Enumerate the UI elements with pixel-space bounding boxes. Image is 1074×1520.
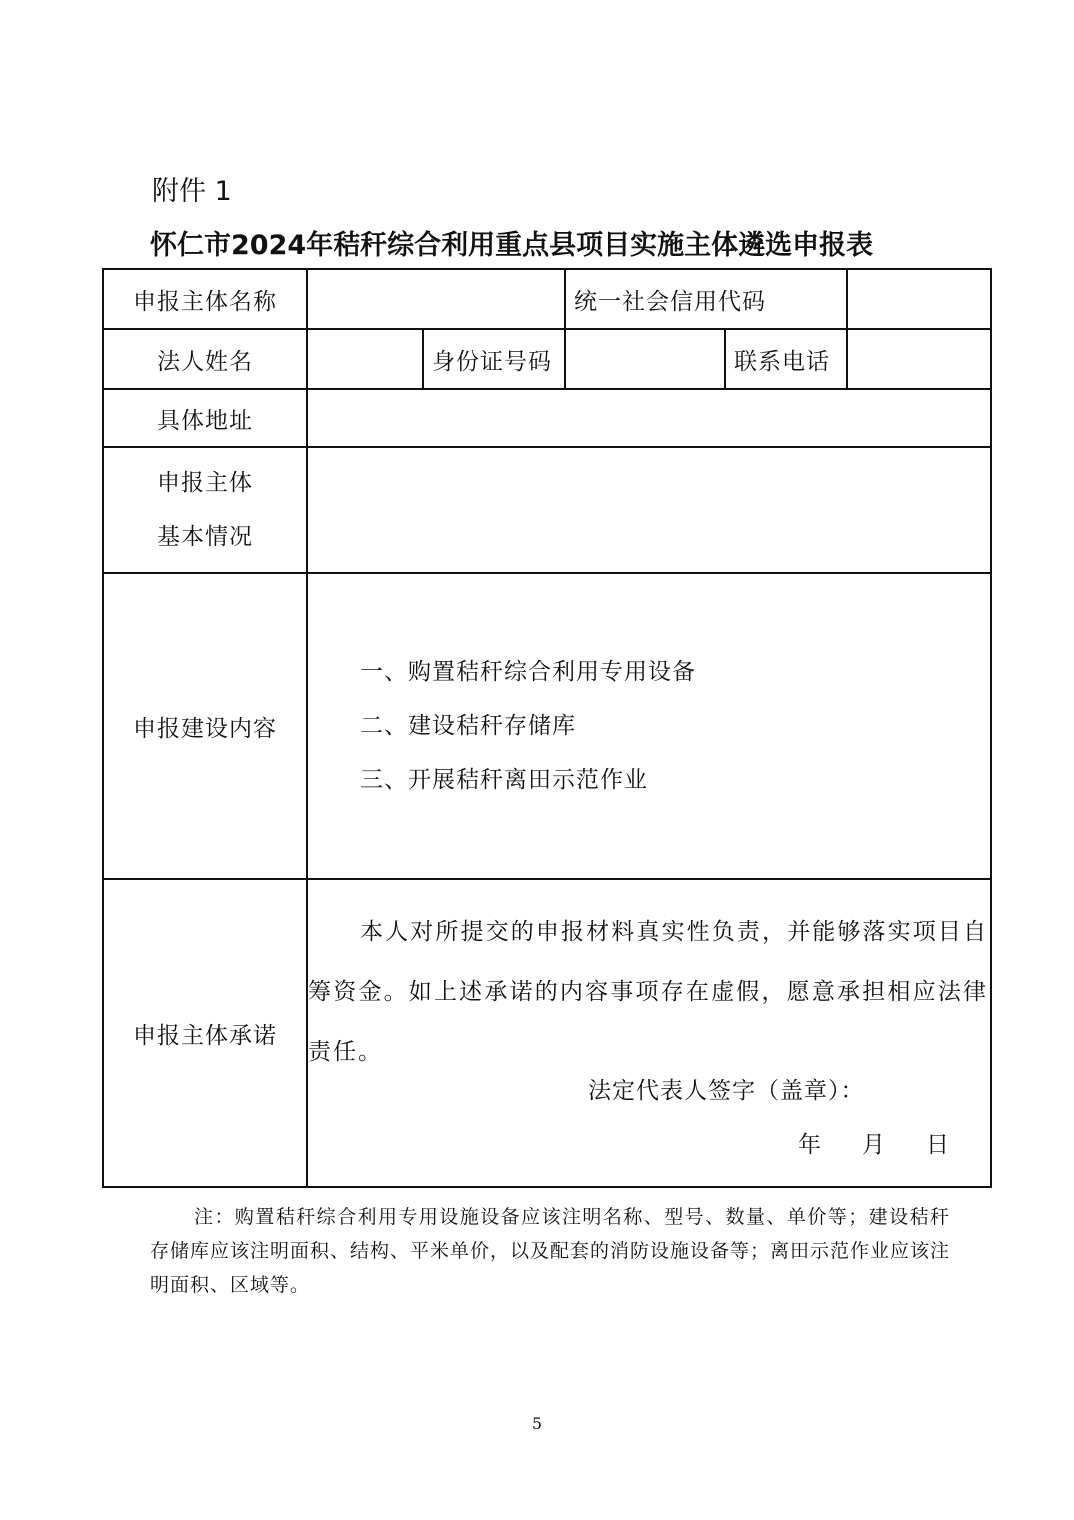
basic-info-label — [103, 447, 307, 573]
promise-label: 申报主体承诺 — [103, 879, 307, 1187]
basic-info-label-line2: 基本情况 — [157, 524, 253, 550]
id-number-label: 身份证号码 — [423, 329, 565, 389]
date-year: 年 — [798, 1132, 822, 1158]
promise-content — [307, 879, 991, 1187]
applicant-name-field[interactable] — [307, 269, 565, 329]
date-month: 月 — [862, 1132, 886, 1158]
phone-label: 联系电话 — [725, 329, 847, 389]
promise-text: 本人对所提交的申报材料真实性负责，并能够落实项目自筹资金。如上述承诺的内容事项存在虚假，愿意承担相应法律责任。 — [308, 919, 989, 1065]
construction-item: 三、开展秸秆离田示范作业 — [360, 767, 648, 793]
footnote: 注：购置秸秆综合利用专用设施设备应该注明名称、型号、数量、单价等；建设秸秆存储库应该注明面积、结构、平米单价，以及配套的消防设施设备等；离田示范作业应该注明面积、区域等。 — [150, 1206, 951, 1296]
basic-info-field[interactable] — [307, 447, 991, 573]
address-field[interactable] — [307, 389, 991, 447]
address-label: 具体地址 — [103, 389, 307, 447]
form-row-basic-info — [103, 447, 991, 573]
phone-field[interactable] — [847, 329, 991, 389]
id-number-field[interactable] — [565, 329, 725, 389]
legal-person-label: 法人姓名 — [103, 329, 307, 389]
legal-person-field[interactable] — [307, 329, 423, 389]
form-row-construction — [103, 573, 991, 879]
application-form-table — [102, 268, 992, 1188]
credit-code-label: 统一社会信用代码 — [565, 269, 847, 329]
page-title: 怀仁市2024年秸秆综合利用重点县项目实施主体遴选申报表 — [150, 230, 874, 261]
form-row-applicant — [103, 269, 991, 329]
form-row-legal-person — [103, 329, 991, 389]
date-line — [798, 1126, 950, 1159]
page-number: 5 — [531, 1414, 543, 1433]
construction-item: 一、购置秸秆综合利用专用设备 — [360, 659, 696, 685]
attachment-label: 附件 1 — [152, 176, 232, 207]
construction-content — [307, 573, 991, 879]
date-day: 日 — [926, 1132, 950, 1158]
signature-label: 法定代表人签字（盖章）： — [588, 1078, 865, 1104]
form-row-promise — [103, 879, 991, 1187]
basic-info-label-line1: 申报主体 — [157, 470, 253, 496]
credit-code-field[interactable] — [847, 269, 991, 329]
construction-item: 二、建设秸秆存储库 — [360, 713, 576, 739]
form-row-address — [103, 389, 991, 447]
applicant-name-label: 申报主体名称 — [103, 269, 307, 329]
construction-label: 申报建设内容 — [103, 573, 307, 879]
